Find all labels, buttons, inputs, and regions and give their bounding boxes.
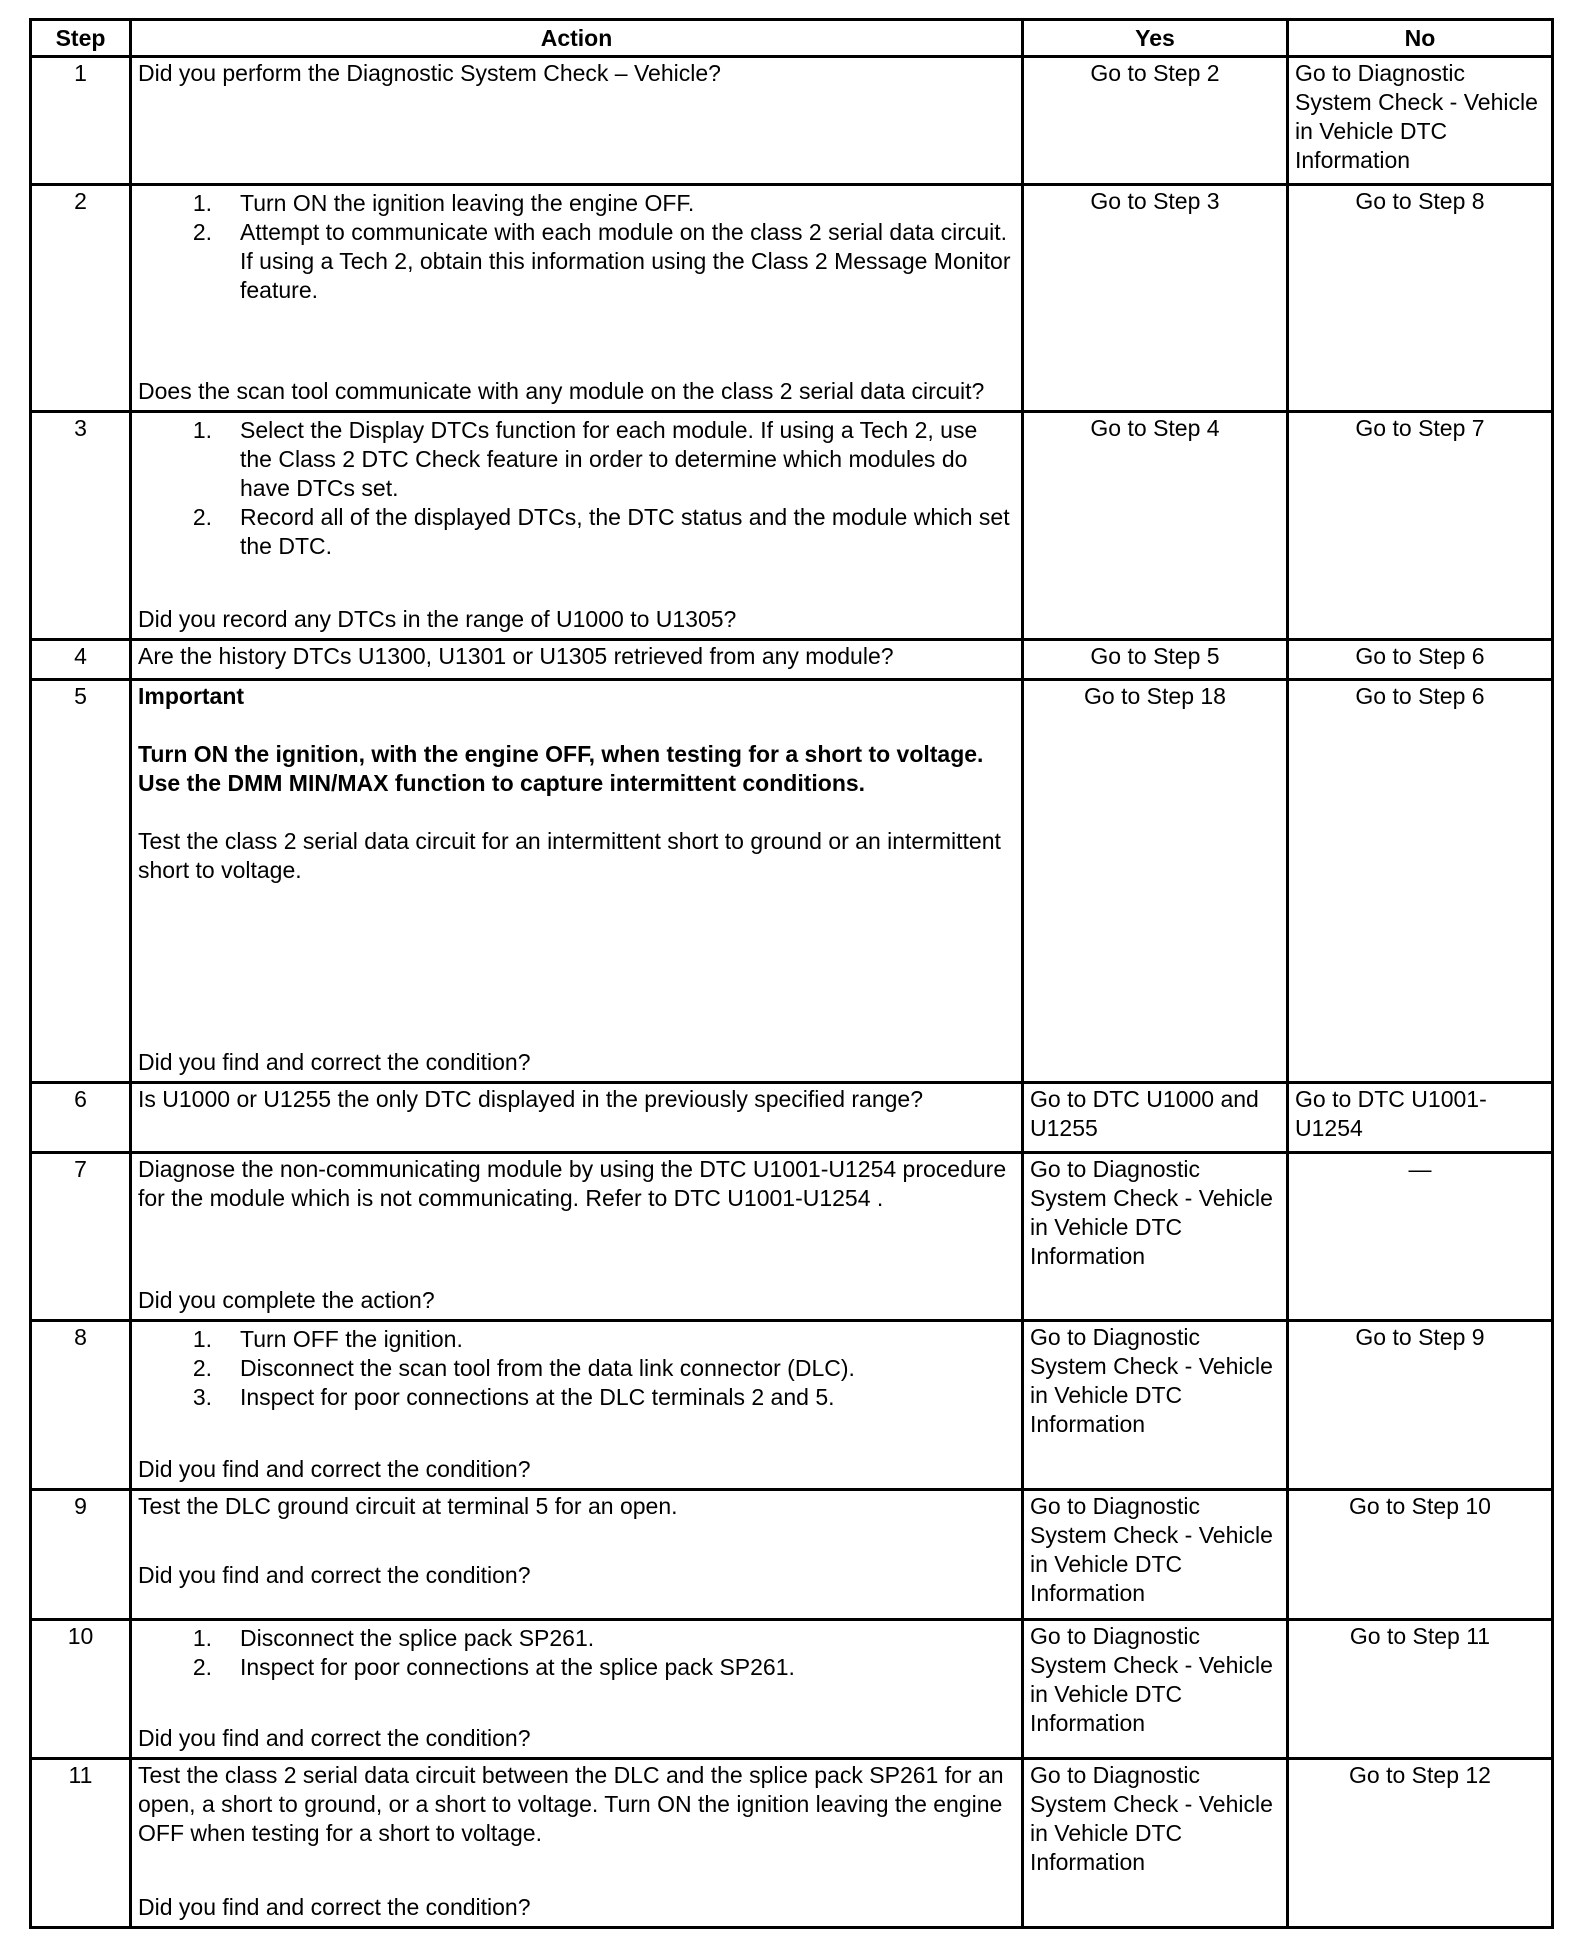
yes-cell: Go to Diagnostic System Check - Vehicle in Vehicle DTC Information — [1023, 1321, 1288, 1490]
no-cell: Go to Step 6 — [1288, 680, 1553, 1083]
no-cell: Go to Step 6 — [1288, 640, 1553, 680]
list-item: 2. Inspect for poor connections at the splice pack SP261. — [192, 1654, 795, 1680]
header-step: Step — [31, 20, 131, 57]
step-number: 10 — [31, 1620, 131, 1759]
yes-cell: Go to Step 5 — [1023, 640, 1288, 680]
list-item: 1. Turn OFF the ignition. — [192, 1326, 463, 1352]
no-cell: Go to Step 11 — [1288, 1620, 1553, 1759]
action-text: Did you perform the Diagnostic System Check – Vehicle? — [138, 60, 721, 86]
table-row — [31, 1083, 1553, 1153]
table-row — [31, 680, 1553, 1083]
yes-cell: Go to Step 4 — [1023, 412, 1288, 640]
action-text: Test the class 2 serial data circuit between the DLC and the splice pack SP261 for an open, a short to ground, or a short to voltage. Turn ON the ignition leaving the engine OFF when testing for a short to voltage. — [138, 1762, 1004, 1846]
no-cell: Go to Step 8 — [1288, 185, 1553, 412]
header-action: Action — [131, 20, 1023, 57]
list-item: 2. Attempt to communicate with each module on the class 2 serial data circuit. If using a Tech 2, obtain this information using the Class 2 Message Monitor feature. — [192, 219, 1011, 303]
action-steps — [138, 1624, 1015, 1682]
yes-cell: Go to Diagnostic System Check - Vehicle in Vehicle DTC Information — [1023, 1620, 1288, 1759]
action-cell — [131, 1490, 1023, 1620]
diagnostic-table — [29, 18, 1554, 1929]
table-row — [31, 1153, 1553, 1321]
action-text: Test the DLC ground circuit at terminal 5 for an open. — [138, 1493, 678, 1519]
action-cell — [131, 1620, 1023, 1759]
step-number: 2 — [31, 185, 131, 412]
list-item: 2. Disconnect the scan tool from the data link connector (DLC). — [192, 1355, 855, 1381]
list-item: 1. Turn ON the ignition leaving the engine OFF. — [192, 190, 695, 216]
step-number: 1 — [31, 57, 131, 185]
no-cell: Go to Diagnostic System Check - Vehicle in Vehicle DTC Information — [1288, 57, 1553, 185]
no-cell: Go to Step 10 — [1288, 1490, 1553, 1620]
action-steps — [138, 416, 1015, 561]
header-no: No — [1288, 20, 1553, 57]
yes-cell: Go to Diagnostic System Check - Vehicle in Vehicle DTC Information — [1023, 1759, 1288, 1928]
action-cell — [131, 185, 1023, 412]
action-text: Test the class 2 serial data circuit for an intermittent short to ground or an intermittent short to voltage. — [138, 828, 1001, 883]
action-question: Did you find and correct the condition? — [138, 1725, 531, 1751]
action-question: Did you find and correct the condition? — [138, 1049, 531, 1075]
yes-cell: Go to Step 18 — [1023, 680, 1288, 1083]
step-number: 5 — [31, 680, 131, 1083]
action-text: Are the history DTCs U1300, U1301 or U1305 retrieved from any module? — [138, 643, 894, 669]
action-text: Is U1000 or U1255 the only DTC displayed in the previously specified range? — [138, 1086, 923, 1112]
action-cell — [131, 640, 1023, 680]
table-row — [31, 412, 1553, 640]
step-number: 8 — [31, 1321, 131, 1490]
table-row — [31, 57, 1553, 185]
important-label: Important — [138, 683, 245, 709]
yes-cell: Go to Step 2 — [1023, 57, 1288, 185]
table-row — [31, 185, 1553, 412]
action-cell — [131, 1321, 1023, 1490]
step-number: 4 — [31, 640, 131, 680]
yes-cell: Go to Diagnostic System Check - Vehicle in Vehicle DTC Information — [1023, 1153, 1288, 1321]
no-cell: Go to Step 9 — [1288, 1321, 1553, 1490]
table-row — [31, 1321, 1553, 1490]
action-question: Did you find and correct the condition? — [138, 1562, 531, 1588]
action-text: Diagnose the non-communicating module by using the DTC U1001-U1254 procedure for the module which is not communicating. Refer to DTC U1001-U1254 . — [138, 1156, 1007, 1211]
table-row — [31, 1490, 1553, 1620]
action-steps — [138, 189, 1015, 305]
action-cell — [131, 57, 1023, 185]
important-text: Turn ON the ignition, with the engine OFF, when testing for a short to voltage. Use the DMM MIN/MAX function to capture intermittent conditions. — [138, 741, 984, 796]
table-row — [31, 1620, 1553, 1759]
yes-cell: Go to DTC U1000 and U1255 — [1023, 1083, 1288, 1153]
no-cell: Go to Step 12 — [1288, 1759, 1553, 1928]
step-number: 9 — [31, 1490, 131, 1620]
list-item: 3. Inspect for poor connections at the DLC terminals 2 and 5. — [192, 1384, 835, 1410]
action-cell — [131, 1153, 1023, 1321]
step-number: 7 — [31, 1153, 131, 1321]
no-cell: Go to Step 7 — [1288, 412, 1553, 640]
action-steps — [138, 1325, 1015, 1412]
action-question: Does the scan tool communicate with any module on the class 2 serial data circuit? — [138, 378, 985, 404]
action-cell — [131, 1759, 1023, 1928]
header-yes: Yes — [1023, 20, 1288, 57]
header-row — [31, 20, 1553, 57]
action-cell — [131, 1083, 1023, 1153]
action-cell — [131, 680, 1023, 1083]
step-number: 3 — [31, 412, 131, 640]
list-item: 1. Select the Display DTCs function for each module. If using a Tech 2, use the Class 2 DTC Check feature in order to determine which modules do have DTCs set. — [192, 417, 978, 501]
yes-cell: Go to Step 3 — [1023, 185, 1288, 412]
list-item: 1. Disconnect the splice pack SP261. — [192, 1625, 595, 1651]
table-row — [31, 640, 1553, 680]
table-row — [31, 1759, 1553, 1928]
yes-cell: Go to Diagnostic System Check - Vehicle in Vehicle DTC Information — [1023, 1490, 1288, 1620]
step-number: 6 — [31, 1083, 131, 1153]
action-question: Did you find and correct the condition? — [138, 1894, 531, 1920]
action-question: Did you complete the action? — [138, 1287, 435, 1313]
action-question: Did you record any DTCs in the range of U1000 to U1305? — [138, 606, 737, 632]
step-number: 11 — [31, 1759, 131, 1928]
action-cell — [131, 412, 1023, 640]
action-question: Did you find and correct the condition? — [138, 1456, 531, 1482]
list-item: 2. Record all of the displayed DTCs, the DTC status and the module which set the DTC. — [192, 504, 1010, 559]
no-cell: Go to DTC U1001-U1254 — [1288, 1083, 1553, 1153]
no-cell: — — [1288, 1153, 1553, 1321]
